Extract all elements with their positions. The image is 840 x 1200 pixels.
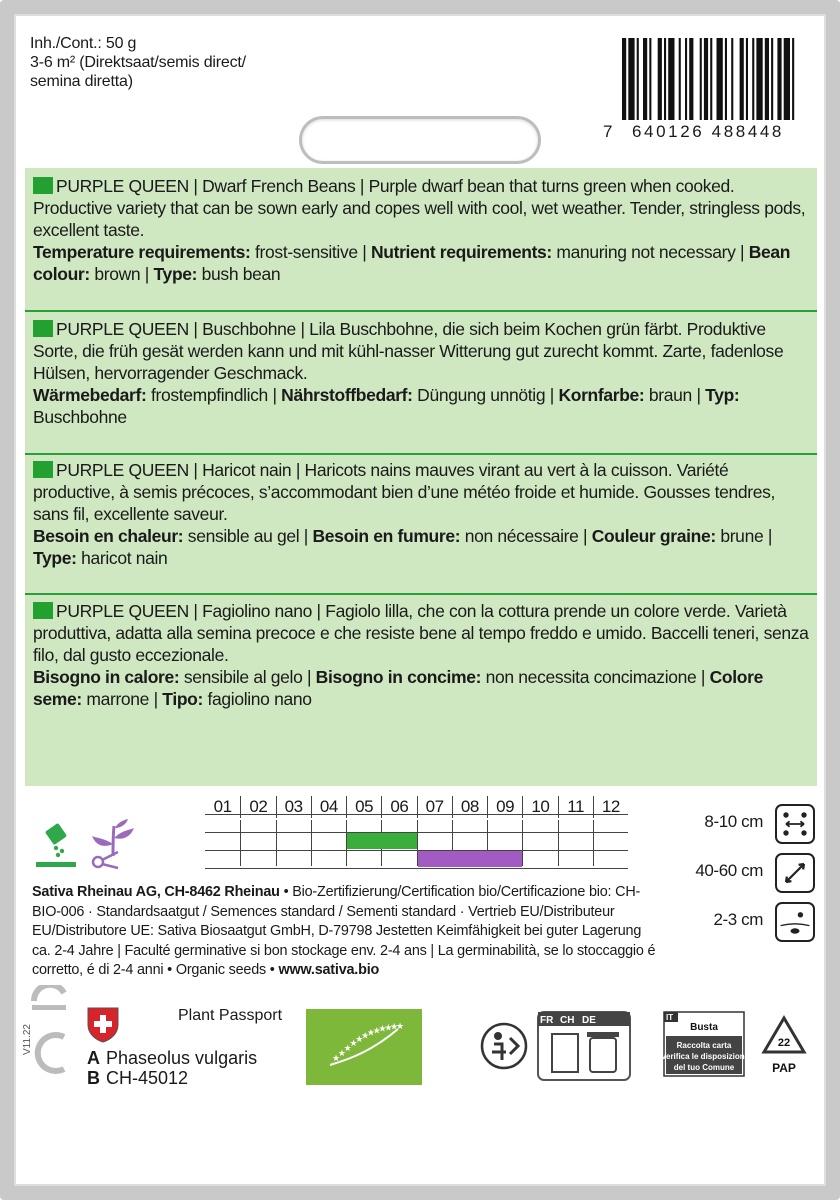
plant-passport-species bbox=[87, 1048, 257, 1069]
property-key: Tipo: bbox=[162, 689, 203, 709]
busta-line: del tuo Comune bbox=[673, 1063, 735, 1072]
description-intro: PURPLE QUEEN | Dwarf French Beans | Purple dwarf bean that turns green when cooked. Productive variety that can be sown early and copes well with cool, wet weather. Tender, stringless pods, excellent taste. bbox=[33, 176, 806, 240]
calendar-month: 08 bbox=[452, 796, 487, 818]
calendar-month: 05 bbox=[346, 796, 381, 818]
property-value: brune | bbox=[715, 526, 773, 546]
package-contents bbox=[30, 34, 310, 91]
property-value: bush bean bbox=[197, 264, 281, 284]
green-square-icon bbox=[33, 602, 53, 619]
divider bbox=[25, 453, 817, 455]
contents-weight: Inh./Cont.: 50 g bbox=[30, 35, 137, 52]
passport-label-a: A bbox=[87, 1048, 100, 1068]
svg-text:★: ★ bbox=[378, 1024, 387, 1035]
sowing-period-bar bbox=[347, 833, 417, 849]
website: www.sativa.bio bbox=[278, 962, 380, 978]
description-intro: PURPLE QUEEN | Fagiolino nano | Fagiolo lilla, che con la cottura prende un colore verde. Varietà produttiva, adatta alla semina precoce e che resiste bene al tempo freddo e umido. Baccelli teneri, senza filo, dal gusto eccezionale. bbox=[33, 601, 809, 665]
property-key: Wärmebedarf: bbox=[33, 385, 147, 405]
green-square-icon bbox=[33, 177, 53, 194]
svg-text:★: ★ bbox=[349, 1039, 358, 1050]
pap-number: 22 bbox=[777, 1037, 791, 1049]
sorting-info-icon bbox=[538, 1012, 630, 1080]
busta-line: Raccolta carta bbox=[676, 1041, 732, 1050]
country-code: FR bbox=[540, 1015, 554, 1026]
svg-text:★: ★ bbox=[332, 1054, 341, 1064]
green-square-icon bbox=[33, 461, 53, 478]
calendar-column-line bbox=[276, 820, 277, 866]
description-intro: PURPLE QUEEN | Buschbohne | Lila Buschbohne, die sich beim Kochen grün färbt. Produktive Sorte, die früh gesät werden kann und mit kühl-nasser Witterung gut zurecht kommt. Zarte, fadenlose Hülsen, hervorragender Geschmack. bbox=[33, 319, 784, 383]
calendar-column-line bbox=[593, 820, 594, 866]
calendar-month: 04 bbox=[311, 796, 346, 818]
sowing-depth-value: 2-3 cm bbox=[713, 910, 763, 929]
sowing-icon bbox=[34, 822, 78, 870]
swiss-shield-icon bbox=[87, 1007, 119, 1043]
passport-label-b: B bbox=[87, 1068, 100, 1088]
plant-spacing-value: 40-60 cm bbox=[695, 861, 763, 880]
property-value: non necessita concimazione | bbox=[481, 667, 710, 687]
property-value: braun | bbox=[644, 385, 706, 405]
property-key: Nährstoffbedarf: bbox=[281, 385, 413, 405]
svg-text:★: ★ bbox=[355, 1035, 364, 1046]
property-key: Bisogno in calore: bbox=[33, 667, 180, 687]
property-value: sensibile al gelo | bbox=[179, 667, 316, 687]
calendar-month: 10 bbox=[522, 796, 557, 818]
property-value: sensible au gel | bbox=[183, 526, 313, 546]
version-code: V11.22 bbox=[22, 1024, 33, 1055]
contents-area: 3-6 m² (Direktsaat/semis direct/ bbox=[30, 54, 246, 71]
svg-text:★: ★ bbox=[361, 1031, 370, 1042]
property-key: Nutrient requirements: bbox=[370, 242, 552, 262]
property-key: Couleur graine: bbox=[591, 526, 716, 546]
property-value: manuring not necessary | bbox=[551, 242, 749, 262]
recycling-symbols bbox=[478, 1008, 814, 1084]
country-code: CH bbox=[560, 1015, 575, 1026]
property-value: Düngung unnötig | bbox=[412, 385, 559, 405]
calendar-month: 11 bbox=[558, 796, 593, 818]
calendar-column-line bbox=[240, 820, 241, 866]
svg-text:★: ★ bbox=[366, 1028, 375, 1039]
calendar-month: 12 bbox=[593, 796, 628, 818]
calendar-month: 03 bbox=[276, 796, 311, 818]
ce-mark-icon bbox=[28, 985, 70, 1079]
property-value: frostempfindlich | bbox=[146, 385, 282, 405]
description-de bbox=[33, 318, 811, 428]
description-en bbox=[33, 175, 811, 285]
row-spacing bbox=[655, 804, 815, 844]
svg-text:★: ★ bbox=[396, 1022, 405, 1032]
property-key: Type: bbox=[33, 548, 77, 568]
property-value: marrone | bbox=[81, 689, 163, 709]
calendar-month: 02 bbox=[240, 796, 275, 818]
contents-area-cont: semina diretta) bbox=[30, 73, 133, 90]
property-value: fagiolino nano bbox=[203, 689, 312, 709]
harvest-period-bar bbox=[418, 851, 523, 867]
plant-spacing bbox=[655, 853, 815, 893]
svg-text:★: ★ bbox=[372, 1026, 381, 1037]
property-key: Bean colour: bbox=[33, 242, 791, 284]
property-value: brown | bbox=[89, 264, 154, 284]
property-key: Temperature requirements: bbox=[33, 242, 251, 262]
triman-icon bbox=[482, 1024, 526, 1068]
row-spacing-icon bbox=[775, 804, 815, 844]
property-key: Type: bbox=[153, 264, 198, 284]
divider bbox=[25, 593, 817, 595]
calendar-month: 09 bbox=[487, 796, 522, 818]
calendar-column-line bbox=[558, 820, 559, 866]
sowing-depth-icon bbox=[775, 902, 815, 942]
it-tag: IT bbox=[666, 1013, 674, 1022]
calendar-month: 07 bbox=[417, 796, 452, 818]
svg-text:★: ★ bbox=[384, 1023, 393, 1034]
description-panel bbox=[25, 168, 817, 786]
property-value: non nécessaire | bbox=[460, 526, 592, 546]
hanger-hole bbox=[299, 116, 541, 164]
pap-recycling-icon bbox=[764, 1018, 804, 1075]
calendar-month: 06 bbox=[381, 796, 416, 818]
country-code: DE bbox=[582, 1015, 596, 1026]
company-name: Sativa Rheinau AG, CH-8462 Rheinau bbox=[32, 884, 280, 900]
description-fr bbox=[33, 459, 811, 569]
certification-text: • Bio-Zertifizierung/Certification bio/Certificazione bio: CH-BIO-006 · Standardsaatgut / Semences standard / Sementi standard · Vertrieb EU/Distributeur EU/Distributore UE: Sativa Biosaatgut GmbH, D-79798 Jestetten Keimfähigkeit bei guter Lagerung ca. 2-4 Jahre | Faculté germinative si bon stockage env. 2-4 ans | La germinabilità, se lo stoccaggio é corretto, é di 2-4 anni • Organic seeds • bbox=[32, 884, 656, 978]
passport-reg-value: CH-45012 bbox=[106, 1068, 189, 1088]
calendar-month: 01 bbox=[213, 797, 232, 816]
harvest-scissors-icon bbox=[88, 816, 138, 874]
pap-label: PAP bbox=[772, 1061, 796, 1075]
property-value: haricot nain bbox=[76, 548, 168, 568]
eu-organic-logo-icon bbox=[306, 1009, 422, 1085]
barcode-number: 640126 488448 bbox=[632, 122, 784, 141]
property-key: Besoin en fumure: bbox=[312, 526, 461, 546]
description-it bbox=[33, 600, 811, 710]
row-spacing-value: 8-10 cm bbox=[704, 812, 763, 831]
property-value: Buschbohne bbox=[33, 407, 127, 427]
plant-passport-title: Plant Passport bbox=[178, 1007, 283, 1024]
company-info bbox=[32, 883, 662, 981]
green-square-icon bbox=[33, 320, 53, 337]
property-value: frost-sensitive | bbox=[250, 242, 371, 262]
passport-species-value: Phaseolus vulgaris bbox=[106, 1048, 258, 1068]
plant-passport-reg bbox=[87, 1068, 188, 1089]
property-key: Besoin en chaleur: bbox=[33, 526, 184, 546]
calendar-column-line bbox=[311, 820, 312, 866]
svg-text:★: ★ bbox=[390, 1022, 399, 1033]
divider bbox=[25, 310, 817, 312]
property-key: Kornfarbe: bbox=[558, 385, 645, 405]
busta-title: Busta bbox=[690, 1022, 718, 1033]
calendar-column-line bbox=[522, 820, 523, 866]
svg-text:★: ★ bbox=[343, 1043, 352, 1054]
busta-line: Verifica le disposizioni bbox=[661, 1052, 747, 1061]
property-key: Bisogno in concime: bbox=[315, 667, 482, 687]
plant-spacing-icon bbox=[775, 853, 815, 893]
barcode-lead-digit: 7 bbox=[603, 122, 614, 141]
svg-text:★: ★ bbox=[337, 1048, 346, 1059]
sowing-depth bbox=[655, 902, 815, 942]
busta-paper-icon bbox=[661, 1012, 747, 1076]
property-key: Typ: bbox=[705, 385, 740, 405]
property-key: Colore seme: bbox=[33, 667, 763, 709]
description-intro: PURPLE QUEEN | Haricot nain | Haricots nains mauves virant au vert à la cuisson. Variété productive, à semis précoces, s’accommodant bien d’une météo froide et humide. Gousses tendres, sans fil, excellente saveur. bbox=[33, 460, 776, 524]
